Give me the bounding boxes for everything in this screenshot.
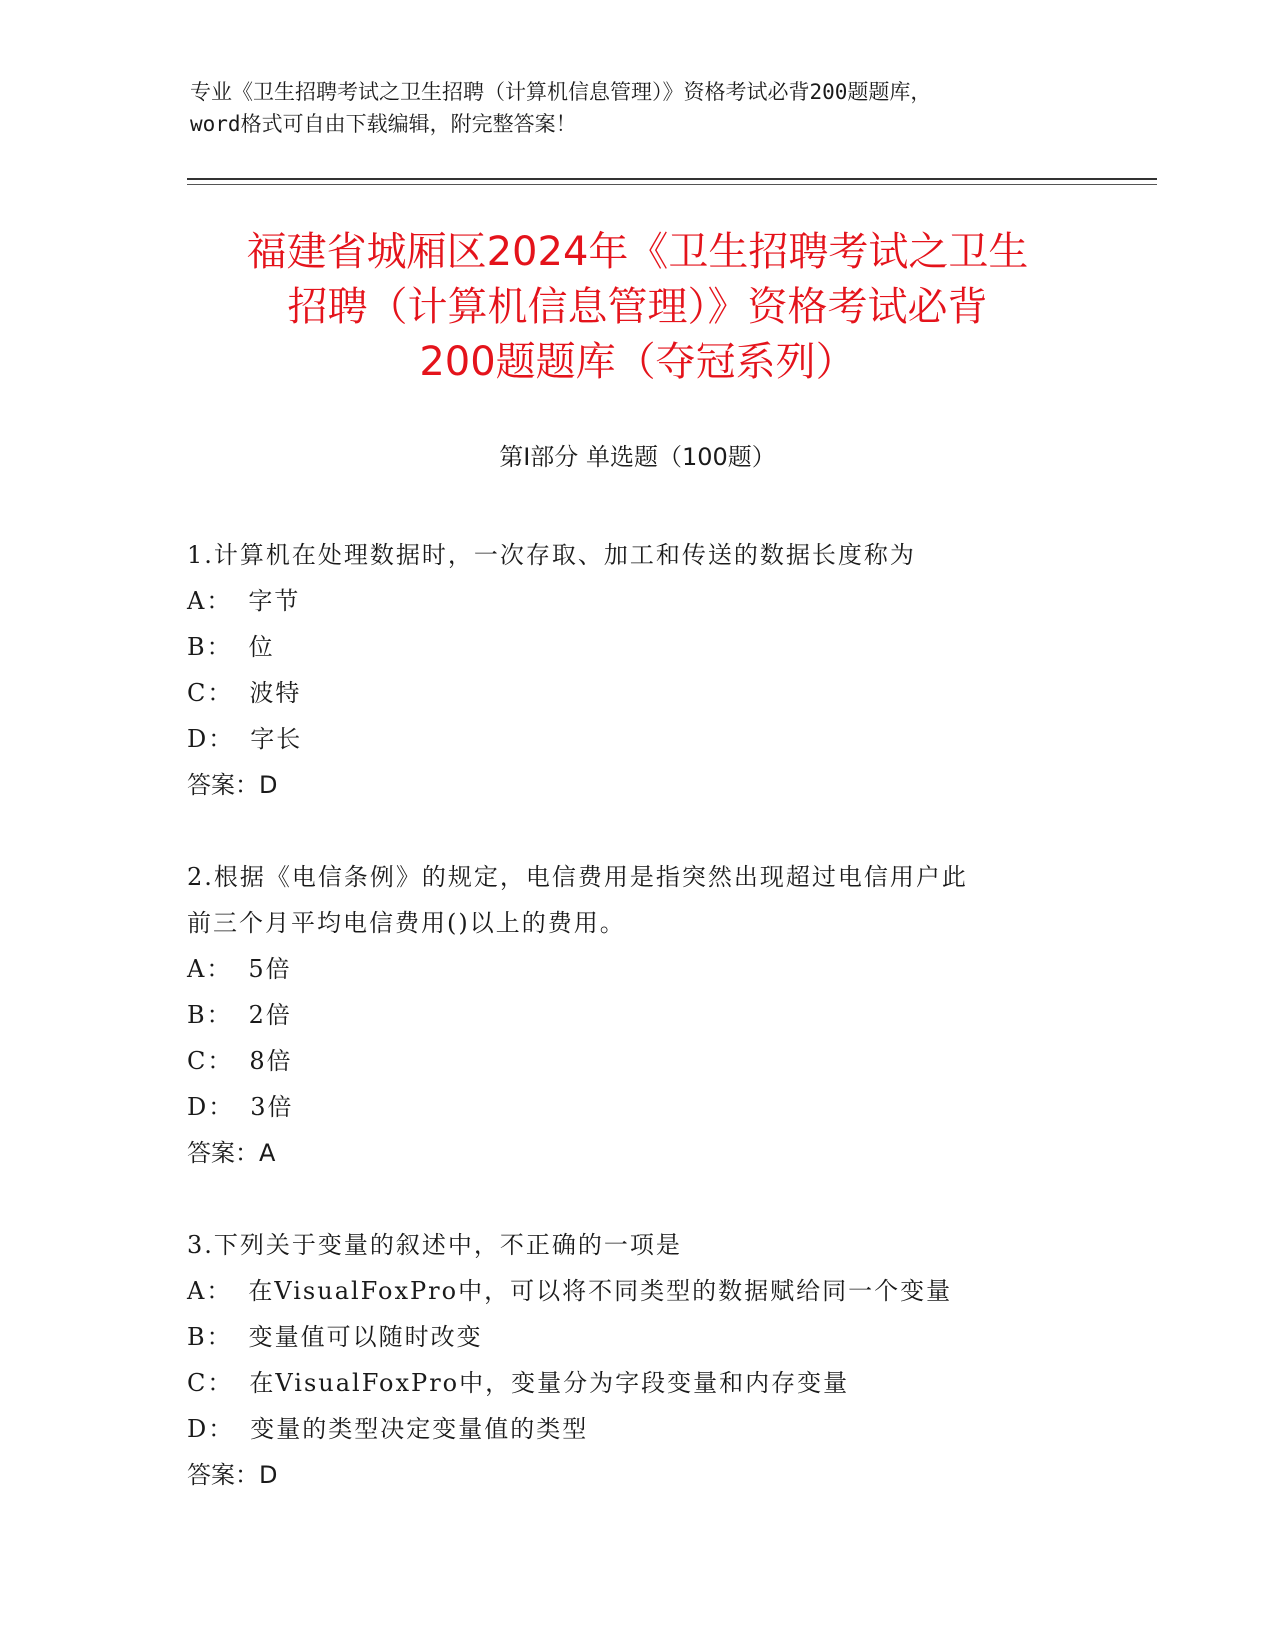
option-separator: ： — [206, 1277, 233, 1305]
title-line-2: 招聘（计算机信息管理）》资格考试必背 — [287, 284, 988, 330]
option-letter: A — [187, 1277, 207, 1305]
option-separator: ： — [206, 587, 233, 615]
option-d — [187, 1084, 1087, 1130]
option-text: 字节 — [248, 587, 301, 615]
option-separator: ： — [207, 1047, 234, 1075]
option-c — [187, 670, 1087, 716]
option-a — [187, 1268, 1087, 1314]
option-text: 变量的类型决定变量值的类型 — [250, 1415, 589, 1443]
option-b — [187, 624, 1087, 670]
header-divider-thick — [187, 178, 1157, 180]
section-heading: 第Ⅰ部分 单选题（100题） — [499, 443, 776, 471]
option-separator: ： — [208, 725, 235, 753]
header-line-2: word格式可自由下载编辑，附完整答案！ — [190, 112, 577, 136]
option-separator: ： — [206, 1323, 233, 1351]
option-text: 在VisualFoxPro中，可以将不同类型的数据赋给同一个变量 — [248, 1277, 953, 1305]
option-letter: C — [187, 1047, 208, 1075]
option-letter: D — [187, 1093, 209, 1121]
question-stem-continued: 前三个月平均电信费用()以上的费用。 — [187, 909, 626, 937]
option-text: 字长 — [250, 725, 303, 753]
option-a — [187, 578, 1087, 624]
option-letter: C — [187, 1369, 208, 1397]
header-divider-thin — [187, 184, 1157, 185]
option-separator: ： — [206, 1001, 233, 1029]
question-stem: 3.下列关于变量的叙述中，不正确的一项是 — [187, 1231, 682, 1259]
question-stem: 2.根据《电信条例》的规定，电信费用是指突然出现超过电信用户此 — [187, 863, 968, 891]
option-letter: D — [187, 725, 209, 753]
question-2 — [187, 854, 1087, 1176]
option-d — [187, 716, 1087, 762]
option-d — [187, 1406, 1087, 1452]
header-line-1: 专业《卫生招聘考试之卫生招聘（计算机信息管理）》资格考试必背200题题库， — [190, 80, 932, 104]
answer-line: 答案：D — [187, 1461, 278, 1489]
option-letter: A — [187, 587, 207, 615]
option-separator: ： — [208, 1093, 235, 1121]
document-title — [130, 225, 1145, 390]
option-letter: B — [187, 633, 207, 661]
question-3 — [187, 1222, 1087, 1498]
option-text: 在VisualFoxPro中，变量分为字段变量和内存变量 — [249, 1369, 850, 1397]
option-separator: ： — [207, 1369, 234, 1397]
question-1 — [187, 532, 1087, 808]
title-line-3: 200题题库（夺冠系列） — [419, 339, 856, 385]
option-text: 5倍 — [248, 955, 292, 983]
option-letter: D — [187, 1415, 209, 1443]
option-letter: C — [187, 679, 208, 707]
option-text: 波特 — [249, 679, 302, 707]
question-list — [187, 532, 1087, 1544]
answer-line: 答案：D — [187, 771, 278, 799]
option-c — [187, 1038, 1087, 1084]
option-text: 8倍 — [249, 1047, 293, 1075]
answer-line: 答案：A — [187, 1139, 276, 1167]
option-separator: ： — [207, 679, 234, 707]
option-text: 位 — [248, 633, 275, 661]
option-b — [187, 992, 1087, 1038]
option-letter: A — [187, 955, 207, 983]
page-header — [190, 76, 1090, 140]
option-b — [187, 1314, 1087, 1360]
question-stem: 1.计算机在处理数据时，一次存取、加工和传送的数据长度称为 — [187, 541, 916, 569]
option-letter: B — [187, 1001, 207, 1029]
option-a — [187, 946, 1087, 992]
option-text: 变量值可以随时改变 — [248, 1323, 483, 1351]
title-line-1: 福建省城厢区2024年《卫生招聘考试之卫生 — [246, 229, 1029, 275]
option-text: 2倍 — [248, 1001, 292, 1029]
option-separator: ： — [206, 955, 233, 983]
option-letter: B — [187, 1323, 207, 1351]
option-text: 3倍 — [250, 1093, 294, 1121]
option-separator: ： — [208, 1415, 235, 1443]
option-c — [187, 1360, 1087, 1406]
option-separator: ： — [206, 633, 233, 661]
